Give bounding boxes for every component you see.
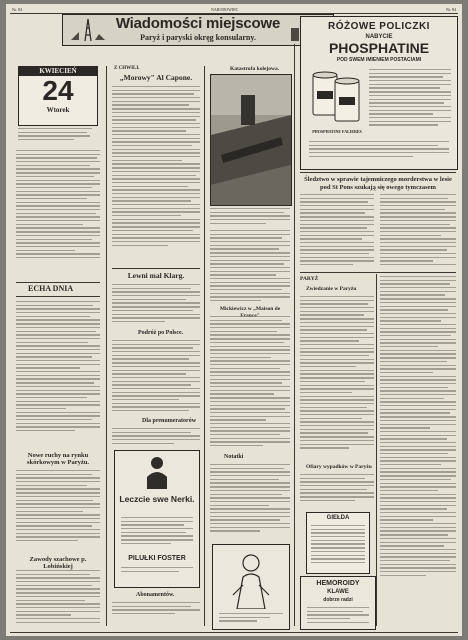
notatki-text: [210, 464, 290, 534]
ad-phos-line3: POD SWEM IMIENIEM POSTACIAMI: [336, 57, 422, 63]
running-head-left: Nr. 84: [12, 7, 22, 12]
mickiewicz-headline: Mickiewicz w „Maison de: [219, 306, 281, 312]
running-head-center: NARODOWIEC: [211, 7, 239, 12]
ad-phos-brand: PHOSPHATINE: [328, 40, 430, 56]
gielda-rows: [311, 525, 365, 566]
running-head-right: Nr. 84: [446, 7, 456, 12]
phosphatine-tins-icon: [309, 67, 365, 127]
paryz-rule: [300, 272, 456, 273]
col2-kicker: Z CHWILI.: [114, 66, 140, 71]
ad-phos-line2: NABYCIE: [365, 34, 393, 40]
ad-phos-footer: [309, 141, 449, 159]
calendar-weekday: Wtorek: [46, 106, 70, 114]
klarg-headline: Lewni mal Klarg.: [127, 271, 185, 280]
footer-rule: [10, 632, 458, 633]
zawody-text: [16, 570, 100, 625]
section-masthead: [62, 14, 334, 46]
mickiewicz-text: [210, 316, 290, 449]
pod-headline: Podróż po Polsce.: [138, 330, 184, 336]
echo-text: [16, 301, 100, 434]
paryz-title: PARYŻ: [300, 276, 319, 282]
column-divider-4: [376, 274, 377, 626]
column-5-text: [380, 276, 456, 578]
illustration-caption: [219, 613, 283, 624]
calendar-month: KWIECIEŃ: [19, 67, 97, 76]
ad-hemoroidy-text: [307, 607, 369, 625]
dla-headline: Dla prenumeratorów: [142, 418, 197, 424]
paryz-text: [300, 296, 374, 451]
klarg-text: [112, 284, 200, 325]
column-divider-2: [204, 66, 205, 626]
ad-lecz-title: Leczcie swe Nerki.: [119, 494, 195, 504]
sledztwo-headline: Śledztwo w sprawie tajemniczego morderstwa w lesie pod St Pons szukają się owego tymczasem: [304, 176, 452, 191]
calendar-notes: [18, 128, 98, 143]
ad-lecz-footer: [121, 567, 193, 574]
person-bust-icon: [145, 455, 169, 489]
abonament-headline: Abonamentów.: [136, 592, 175, 598]
al-capone-headline: „Morowy" Al Capone.: [119, 73, 193, 82]
paryz-head-2: Ofiary wypadków w Paryżu: [306, 464, 372, 470]
ad-lecz-kidneys: [114, 450, 200, 588]
eiffel-tower-icon: [69, 18, 107, 42]
ad-hemoroidy: [300, 576, 376, 630]
newspaper-page: [6, 4, 462, 636]
ad-phosphatine: [300, 16, 458, 170]
sledztwo-text-right: [380, 194, 456, 268]
ad-lecz-brand: PILUŁKI FOSTER: [128, 555, 186, 562]
photo-caption-text: [210, 208, 290, 226]
column-divider-3: [294, 44, 295, 626]
echo-title: ECHA DNIA: [28, 284, 74, 293]
column-1-text: [16, 150, 100, 261]
ad-hemoroidy-title: HEMOROIDY: [316, 580, 360, 587]
column-divider-1: [106, 66, 107, 626]
gielda-table: [306, 512, 370, 574]
nowe-ruchy-text: [16, 470, 100, 544]
paryz-head-1: Zwiedzanie w Paryżu: [306, 286, 357, 292]
illustration-ad: [212, 544, 290, 630]
sledztwo-text-left: [300, 194, 374, 268]
al-capone-text: [112, 86, 200, 248]
echo-rule-top: [16, 282, 100, 283]
ad-hemoroidy-line1: KLAWE: [327, 589, 349, 595]
ad-phos-line1: RÓŻOWE POLICZKI: [328, 21, 430, 32]
katastrofa-caption: Katastrofa kolejowa.: [230, 66, 280, 72]
masthead-subtitle: Paryż i paryski okręg konsularny.: [140, 33, 256, 42]
ad-hemoroidy-line2: dobrze radzi: [323, 597, 353, 603]
woman-illustration-icon: [225, 551, 277, 609]
zawody-headline: Zawody szachowe p. Lobińskiej: [29, 556, 87, 570]
masthead-title: Wiadomości miejscowe: [115, 15, 281, 32]
sledztwo-rule: [300, 172, 456, 173]
ad-phos-tin-label: PHOSPHATINE FALIERES: [312, 129, 362, 134]
train-wreck-photo: [210, 74, 292, 206]
column-3-text: [210, 230, 290, 304]
echo-rule-bottom: [16, 296, 100, 297]
ad-phos-text: [369, 69, 451, 128]
dla-text: [112, 428, 200, 446]
pod-text: [112, 340, 200, 414]
gielda-title: GIEŁDA: [326, 515, 350, 521]
notatki-headline: Notatki: [224, 454, 244, 460]
nowe-ruchy-headline: Nowe ruchy na rynku skórkowym w Paryżu.: [27, 452, 89, 466]
abonament-text: [112, 602, 200, 617]
paryz-text-2: [300, 474, 374, 504]
calendar-day: 24: [42, 75, 74, 106]
ad-lecz-text: [121, 517, 193, 547]
klarg-rule: [112, 268, 200, 269]
calendar-box: [18, 66, 98, 126]
